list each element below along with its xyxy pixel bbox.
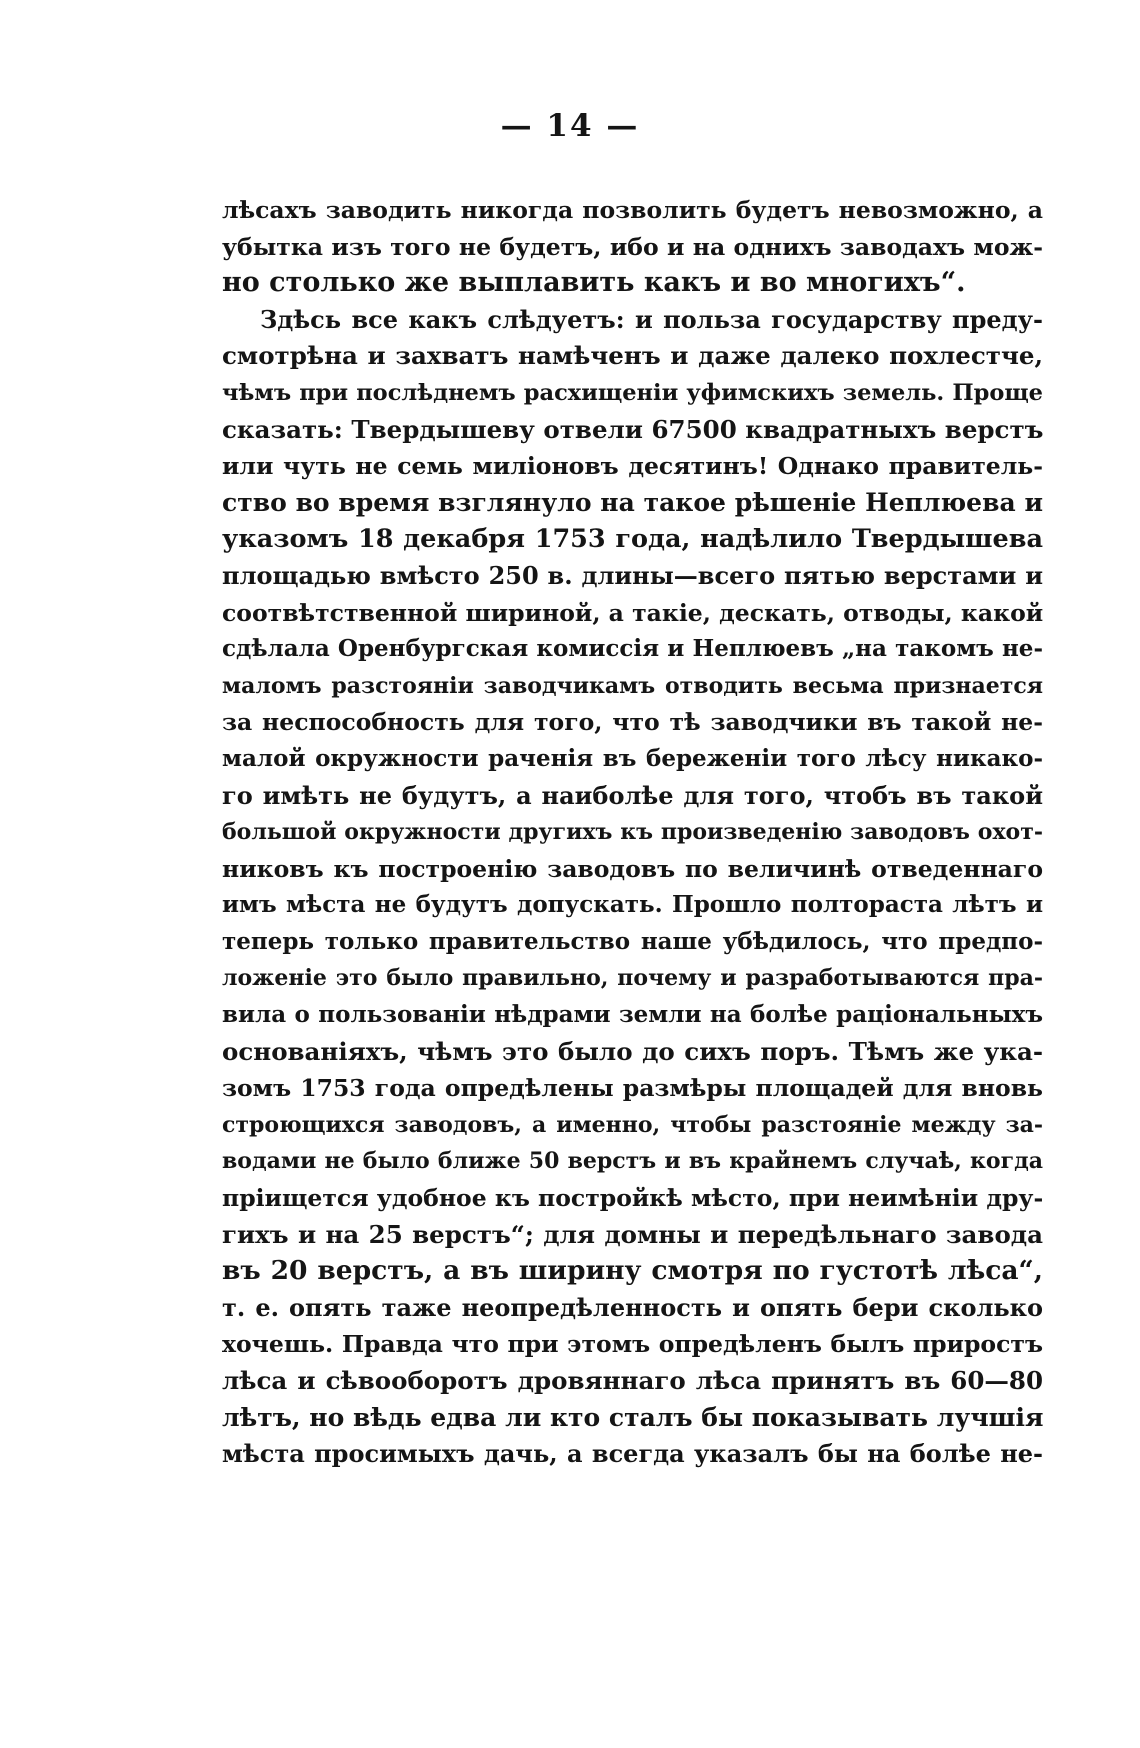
text-line: мѣста просимыхъ дачь, а всегда указалъ бы на болѣе не- [222, 1439, 1043, 1469]
text-line: сказать: Твердышеву отвели 67500 квадратныхъ верстъ [222, 414, 1043, 444]
text-line: но столько же выплавить какъ и во многихъ“. [222, 267, 966, 299]
text-line: сдѣлала Оренбургская комиссiя и Неплюевъ „на такомъ не- [222, 635, 1043, 663]
text-line: лѣтъ, но вѣдь едва ли кто сталъ бы показывать лучшiя [222, 1402, 1043, 1432]
text-line: въ 20 верстъ, а въ ширину смотря по густотѣ лѣса“, [222, 1255, 1043, 1287]
text-line: площадью вмѣсто 250 в. длины—всего пятью верстами и [222, 560, 1043, 590]
text-line: маломъ разстоянiи заводчикамъ отводить весьма признается [222, 672, 1043, 699]
text-line: малой окружности раченiя въ береженiи того лѣсу никако- [222, 744, 1043, 772]
text-line: убытка изъ того не будетъ, ибо и на однихъ заводахъ мож- [222, 232, 1043, 261]
text-line: строющихся заводовъ, а именно, чтобы разстоянiе между за- [222, 1111, 1043, 1138]
text-line: смотрѣна и захватъ намѣченъ и даже далеко похлестче, [222, 341, 1043, 371]
paragraph-first-line: Здѣсь все какъ слѣдуетъ: и польза государству преду- [260, 304, 1043, 334]
text-line: теперь только правительство наше убѣдилось, что предпо- [222, 927, 1043, 955]
text-line: вила о пользованiи нѣдрами земли на болѣе рацiональныхъ [222, 1001, 1043, 1029]
text-line: лѣсахъ заводить никогда позволить будетъ невозможно, а [222, 196, 1043, 224]
text-line: никовъ къ построенiю заводовъ по величинѣ отведеннаго [222, 854, 1043, 883]
body-text [222, 192, 1043, 1473]
text-line: хочешь. Правда что при этомъ опредѣленъ былъ приростъ [222, 1330, 1043, 1359]
text-line: т. е. опять таже неопредѣленность и опять бери сколько [222, 1292, 1043, 1322]
text-line: соотвѣтственной шириной, а такiе, дескать, отводы, какой [222, 598, 1043, 627]
text-line: лѣса и сѣвооборотъ дровяннаго лѣса принятъ въ 60—80 [222, 1366, 1043, 1395]
page-number: — 14 — [500, 108, 640, 144]
text-line: зомъ 1753 года опредѣлены размѣры площадей для вновь [222, 1074, 1043, 1103]
text-line: или чуть не семь милiоновъ десятинъ! Однако правитель- [222, 452, 1043, 481]
text-line: за неспособность для того, что тѣ заводчики въ такой не- [222, 708, 1043, 737]
text-line: чѣмъ при послѣднемъ расхищенiи уфимскихъ земель. Проще [222, 379, 1043, 406]
text-line: го имѣть не будутъ, а наиболѣе для того, чтобъ въ такой [222, 780, 1043, 810]
text-line: большой окружности другихъ къ произведенiю заводовъ охот- [222, 819, 1043, 846]
text-line: указомъ 18 декабря 1753 года, надѣлило Твердышева [222, 524, 1043, 555]
text-line: имъ мѣста не будутъ допускать. Прошло полтораста лѣтъ и [222, 891, 1043, 919]
text-line: гихъ и на 25 верстъ“; для домны и передѣльнаго завода [222, 1219, 1043, 1249]
text-line: водами не было ближе 50 верстъ и въ крайнемъ случаѣ, когда [222, 1148, 1043, 1175]
text-line: ложенiе это было правильно, почему и разработываются пра- [222, 965, 1043, 992]
text-line: прiищется удобное къ постройкѣ мѣсто, при неимѣнiи дру- [222, 1184, 1043, 1213]
text-line: основанiяхъ, чѣмъ это было до сихъ поръ. Тѣмъ же ука- [222, 1036, 1043, 1066]
text-line: ство во время взглянуло на такое рѣшенiе Неплюева и [222, 487, 1043, 517]
